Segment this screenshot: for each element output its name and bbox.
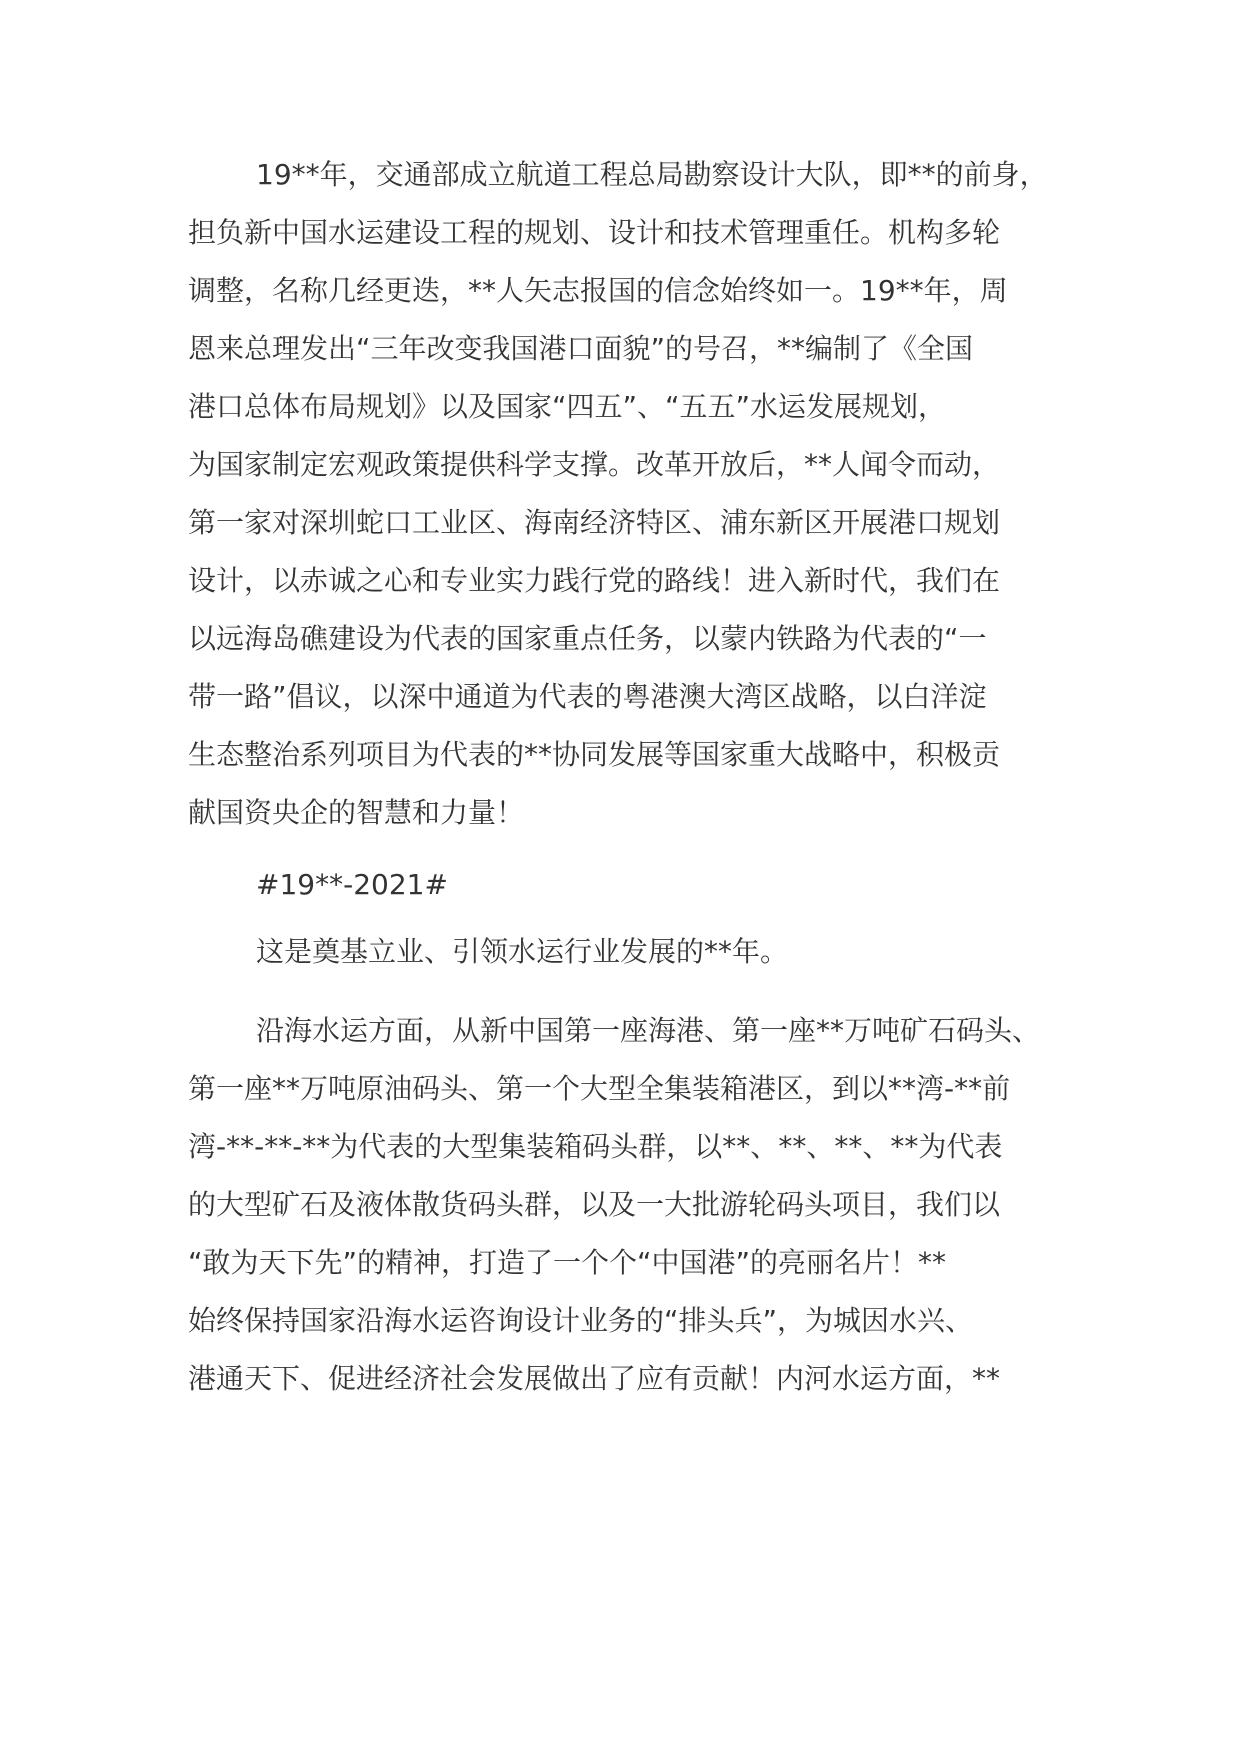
paragraph-line: 第一座**万吨原油码头、第一个大型全集装箱港区，到以**湾-**前 xyxy=(188,1072,1011,1105)
paragraph-line: 港通天下、促进经济社会发展做出了应有贡献！内河水运方面，** xyxy=(188,1362,1001,1395)
paragraph-line: 带一路”倡议，以深中通道为代表的粤港澳大湾区战略，以白洋淀 xyxy=(188,680,987,713)
paragraph-line: 担负新中国水运建设工程的规划、设计和技术管理重任。机构多轮 xyxy=(188,216,1001,249)
paragraph-line: 设计，以赤诚之心和专业实力践行党的路线！进入新时代，我们在 xyxy=(188,564,1001,597)
paragraph-line: 的大型矿石及液体散货码头群，以及一大批游轮码头项目，我们以 xyxy=(188,1188,1001,1221)
paragraph-line: 这是奠基立业、引领水运行业发展的**年。 xyxy=(256,935,789,968)
paragraph-line: 湾-**-**-**为代表的大型集装箱码头群，以**、**、**、**为代表 xyxy=(188,1130,1003,1163)
paragraph-line: 第一家对深圳蛇口工业区、海南经济特区、浦东新区开展港口规划 xyxy=(188,506,1001,539)
paragraph-line: 献国资央企的智慧和力量！ xyxy=(188,796,525,829)
paragraph-line: 生态整治系列项目为代表的**协同发展等国家重大战略中，积极贡 xyxy=(188,738,1001,771)
paragraph-line: 沿海水运方面，从新中国第一座海港、第一座**万吨矿石码头、 xyxy=(256,1014,1041,1047)
paragraph-line: “敢为天下先”的精神，打造了一个个“中国港”的亮丽名片！** xyxy=(188,1246,947,1279)
heading-line: #19**-2021# xyxy=(256,868,448,901)
paragraph-line: 始终保持国家沿海水运咨询设计业务的“排头兵”，为城因水兴、 xyxy=(188,1304,974,1337)
paragraph-line: 以远海岛礁建设为代表的国家重点任务，以蒙内铁路为代表的“一 xyxy=(188,622,987,655)
paragraph-line: 为国家制定宏观政策提供科学支撑。改革开放后，**人闻令而动， xyxy=(188,448,1001,481)
paragraph-line: 19**年，交通部成立航道工程总局勘察设计大队，即**的前身， xyxy=(256,158,1048,191)
paragraph-line: 调整，名称几经更迭，**人矢志报国的信念始终如一。19**年，周 xyxy=(188,274,1008,307)
paragraph-line: 港口总体布局规划》以及国家“四五”、“五五”水运发展规划， xyxy=(188,390,947,423)
paragraph-line: 恩来总理发出“三年改变我国港口面貌”的号召，**编制了《全国 xyxy=(188,332,974,365)
